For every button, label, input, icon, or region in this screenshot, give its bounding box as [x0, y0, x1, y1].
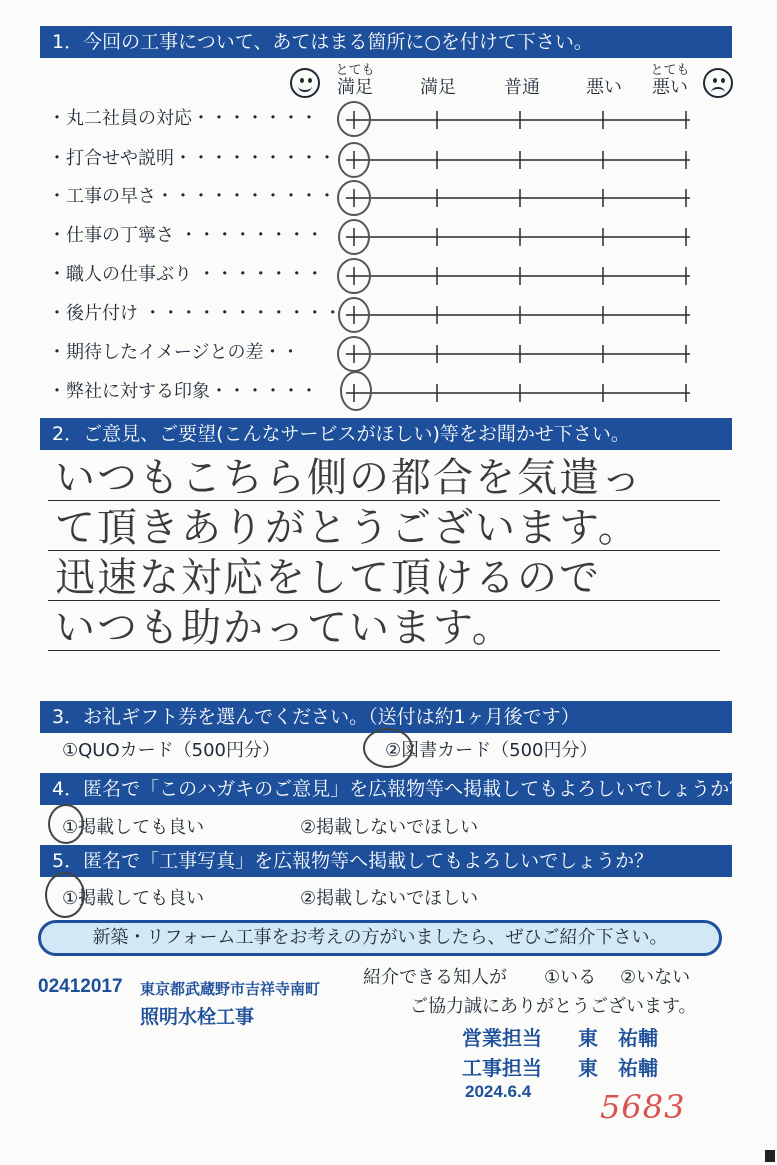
comment-line-1: いつもこちら側の都合を気遣っ — [55, 455, 643, 501]
rating-scale-row — [346, 345, 690, 363]
section5-header: 5．匿名で「工事写真」を広報物等へ掲載してもよろしいでしょうか？ — [40, 845, 732, 877]
scale-very-satisfied: とても 満足 — [335, 63, 375, 98]
scale-bad: 悪い — [586, 77, 622, 98]
photo-publish-no[interactable]: ②掲載しないでほしい — [300, 888, 479, 909]
opinion-publish-yes[interactable]: ①掲載しても良い — [62, 817, 205, 838]
section3-header: 3．お礼ギフト券を選んでください。（送付は約1ヶ月後です） — [40, 701, 732, 733]
rating-label-explanation: ・打合せや説明・・・・・・・・・ — [48, 148, 336, 169]
scale-neutral: 普通 — [504, 77, 540, 98]
rating-label-cleanup: ・後片付け ・・・・・・・・・・・ — [48, 303, 342, 324]
sales-rep-label: 営業担当 — [462, 1026, 542, 1050]
rating-label-care: ・仕事の丁寧さ ・・・・・・・・ — [48, 225, 324, 246]
comment-line-4: いつも助かっています。 — [55, 605, 514, 651]
rating-label-craftsman: ・職人の仕事ぶり ・・・・・・・ — [48, 264, 324, 285]
rating-label-staff: ・丸二社員の対応・・・・・・・ — [48, 108, 318, 129]
handwritten-number: 5683 — [600, 1088, 686, 1126]
customer-code: 02412017 — [38, 976, 123, 997]
referral-no[interactable]: ②いない — [620, 967, 691, 988]
rating-scale-row — [346, 151, 690, 169]
selection-circle — [363, 728, 413, 768]
rating-scale-row — [346, 228, 690, 246]
rating-scale-row — [346, 306, 690, 324]
rating-label-impression: ・弊社に対する印象・・・・・・ — [48, 381, 318, 402]
rating-scale-row — [346, 384, 690, 402]
comment-line-2: て頂きありがとうございます。 — [55, 505, 640, 551]
gift-option-book[interactable]: ②図書カード（500円分） — [385, 740, 598, 761]
gift-option-quo[interactable]: ①QUOカード（500円分） — [62, 740, 281, 761]
selection-circle — [48, 804, 84, 844]
rating-label-speed: ・工事の早さ・・・・・・・・・・ — [48, 186, 336, 207]
section1-header: 1．今回の工事について、あてはまる箇所に○を付けて下さい。 — [40, 26, 732, 58]
works-rep-name: 東 祐輔 — [578, 1056, 658, 1080]
scale-very-bad: とても 悪い — [650, 63, 690, 98]
referral-question: 紹介できる知人が — [363, 967, 507, 988]
rating-label-expectation: ・期待したイメージとの差・・ — [48, 342, 300, 363]
scale-satisfied: 満足 — [420, 77, 456, 98]
section4-header: 4．匿名で「このハガキのご意見」を広報物等へ掲載してもよろしいでしょうか？ — [40, 773, 732, 805]
works-rep-label: 工事担当 — [462, 1056, 542, 1080]
edge-mark — [765, 1150, 775, 1162]
customer-work-name: 照明水栓工事 — [140, 1006, 255, 1028]
section2-header: 2．ご意見、ご要望(こんなサービスがほしい)等をお聞かせ下さい。 — [40, 418, 732, 450]
rating-scale-row — [346, 111, 690, 129]
customer-address: 東京都武蔵野市吉祥寺南町 — [140, 980, 321, 998]
comment-line-3: 迅速な対応をして頂けるので — [55, 555, 601, 601]
photo-publish-yes[interactable]: ①掲載しても良い — [62, 888, 205, 909]
rating-mark-circle — [341, 372, 371, 410]
referral-yes[interactable]: ①いる — [544, 967, 597, 988]
referral-banner-text: 新築・リフォーム工事をお考えの方がいましたら、ぜひご紹介下さい。 — [92, 927, 668, 948]
sales-rep-name: 東 祐輔 — [578, 1026, 658, 1050]
rating-scale-grid — [0, 0, 777, 420]
referral-banner — [38, 920, 722, 956]
rating-scale-row — [346, 189, 690, 207]
rating-scale-row — [346, 267, 690, 285]
completion-date: 2024.6.4 — [465, 1082, 532, 1101]
selection-circle — [45, 872, 85, 918]
thanks-message: ご協力誠にありがとうございます。 — [410, 996, 697, 1017]
opinion-publish-no[interactable]: ②掲載しないでほしい — [300, 817, 479, 838]
